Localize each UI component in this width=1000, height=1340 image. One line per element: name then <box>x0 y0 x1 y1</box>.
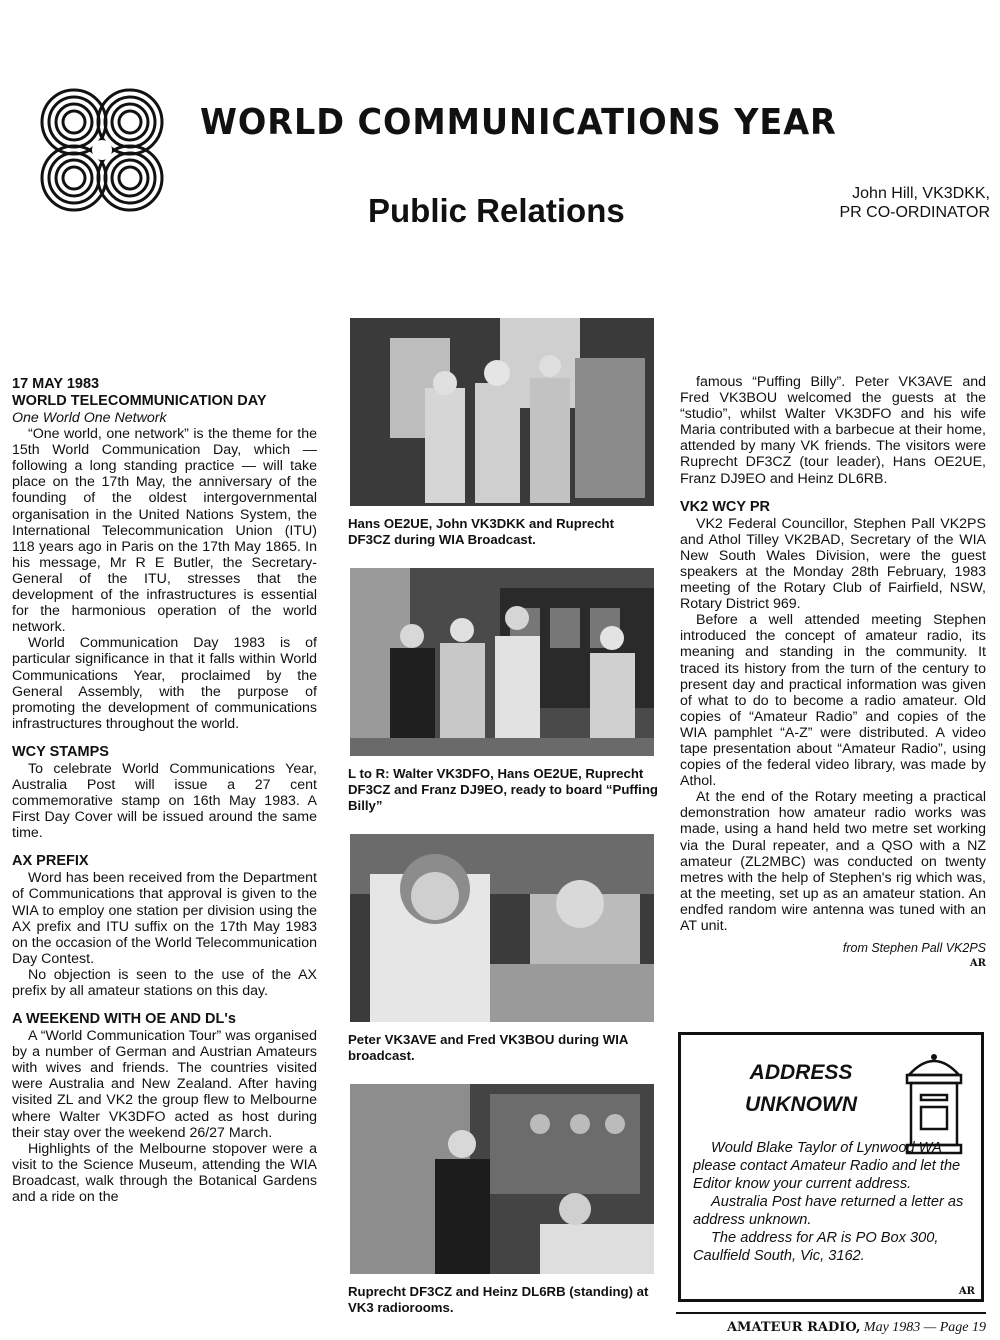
left-column <box>12 376 317 1205</box>
paragraph: “One world, one network” is the theme for the 15th World Communication Day, which — following a long standing practice — will take place on the 17th May, the anniversary of the founding of the oldest intergovernmental organisation in the United Nations System, the International Telecommunication Union (ITU) 118 years ago in Paris on the 17th May 1865. In his message, Mr R E Butler, the Secretary-General of the ITU, stresses that the development of the infrastructures is essential for the harmonious operation of the world network. <box>12 426 317 636</box>
day-heading: WORLD TELECOMMUNICATION DAY <box>12 393 267 409</box>
photo-puffing-billy <box>350 568 654 756</box>
issue-page: May 1983 — Page 19 <box>863 1320 986 1335</box>
date-heading: 17 MAY 1983 <box>12 376 100 392</box>
magazine-name: AMATEUR RADIO, <box>726 1320 861 1335</box>
box-title-line2: UNKNOWN <box>745 1093 857 1116</box>
paragraph: Would Blake Taylor of Lynwood WA please contact Amateur Radio and let the Editor know your current address. <box>693 1140 961 1192</box>
box-text <box>693 1139 975 1265</box>
paragraph: Before a well attended meeting Stephen introduced the concept of amateur radio, its meaning and standing in the community. It traced its history from the turn of the century to present day and practical information was given of what to do to become a radio amateur. Old copies of “Amateur Radio” and copies of the WIA pamphlet “A-Z” were distributed. A video tape presentation about “Amateur Radio”, using copies of the federal video library, was made by Athol. <box>680 612 986 790</box>
paragraph: Highlights of the Melbourne stopover were a visit to the Science Museum, attending the WIA Broadcast, walk through the Botanical Gardens and a ride on the <box>12 1140 317 1206</box>
paragraph: Word has been received from the Department of Communications that approval is given to the WIA to employ one station per division using the AX prefix and ITU suffix on the 17th May 1983 on the occasion of the World Telecommunication Day Contest. <box>12 870 317 967</box>
photo-caption: Peter VK3AVE and Fred VK3BOU during WIA broadcast. <box>348 1032 628 1063</box>
vk2-heading: VK2 WCY PR <box>680 498 770 515</box>
photo-broadcast <box>350 318 654 506</box>
photo-radiorooms <box>350 1084 654 1274</box>
photo-studio <box>350 834 654 1022</box>
box-title-line1: ADDRESS <box>749 1061 853 1084</box>
section-title: Public Relations <box>368 192 625 229</box>
page-footer <box>676 1312 986 1340</box>
paragraph: famous “Puffing Billy”. Peter VK3AVE and Fred VK3BOU welcomed the guests at the “studio”, whilst Walter VK3DFO and his wife Maria contributed with a barbecue at their home, attended by many VK friends. The visitors were Ruprecht DF3CZ (tour leader), Hans OE2UE, Franz DJ9EO and Heinz DL6RB. <box>680 374 986 487</box>
photo-column <box>346 318 658 1336</box>
paragraph: No objection is seen to the use of the AX prefix by all amateur stations on this day. <box>12 966 317 999</box>
day-subheading: One World One Network <box>12 410 167 426</box>
paragraph: At the end of the Rotary meeting a practical demonstration how amateur radio works was made, using a hand held two metre set working via the Dural repeater, and a QSO with a NZ amateur (ZL2MBC) was conducted on twenty metres with the help of Stephen's rig which was, at the meeting, set up as an amateur station. An endfed random wire antenna was tuned with an AT unit. <box>680 789 986 934</box>
address-unknown-box <box>678 1032 984 1302</box>
paragraph: Australia Post have returned a letter as address unknown. <box>693 1194 964 1228</box>
paragraph: To celebrate World Communications Year, Australia Post will issue a 27 cent commemorative stamp on 16th May 1983. A First Day Cover will be issued around the same time. <box>12 760 317 842</box>
right-column <box>680 374 986 972</box>
photo-caption: Ruprecht DF3CZ and Heinz DL6RB (standing) at VK3 radiorooms. <box>348 1284 649 1315</box>
ar-mark: AR <box>958 1286 975 1297</box>
wcy-title: WORLD COMMUNICATIONS YEAR <box>200 102 837 143</box>
wcy-logo-icon <box>22 70 182 230</box>
box-title <box>721 1057 881 1121</box>
paragraph: The address for AR is PO Box 300, Caulfield South, Vic, 3162. <box>693 1230 939 1264</box>
photo-caption: Hans OE2UE, John VK3DKK and Ruprecht DF3CZ during WIA Broadcast. <box>348 516 614 547</box>
photo-caption: L to R: Walter VK3DFO, Hans OE2UE, Ruprecht DF3CZ and Franz DJ9EO, ready to board “Puffing Billy” <box>348 766 658 813</box>
byline-name: John Hill, VK3DKK, <box>852 185 990 202</box>
weekend-heading: A WEEKEND WITH OE AND DL's <box>12 1011 236 1028</box>
paragraph: VK2 Federal Councillor, Stephen Pall VK2PS and Athol Tilley VK2BAD, Secretary of the WIA New South Wales Division, were the guest speakers at the Monday 28th February, 1983 meeting of the Rotary Club of Fairfield, NSW, Rotary District 969. <box>680 515 986 613</box>
paragraph: A “World Communication Tour” was organised by a number of German and Austrian Amateurs with wives and friends. The countries visited were Australia and New Zealand. After having visited ZL and VK2 the group flew to Melbourne where Walter VK3DFO acted as host during their stay over the weekend 26/27 March. <box>12 1028 317 1141</box>
ax-heading: AX PREFIX <box>12 853 89 870</box>
attribution: from Stephen Pall VK2PS <box>842 941 986 956</box>
byline-role: PR CO-ORDINATOR <box>839 204 990 221</box>
byline <box>770 184 990 222</box>
paragraph: World Communication Day 1983 is of particular significance in that it falls within World Communications Year, proclaimed by the General Assembly, with the purpose of promoting the development of communications infrastructures throughout the world. <box>12 635 317 732</box>
stamps-heading: WCY STAMPS <box>12 743 109 760</box>
ar-mark: AR <box>969 958 986 970</box>
